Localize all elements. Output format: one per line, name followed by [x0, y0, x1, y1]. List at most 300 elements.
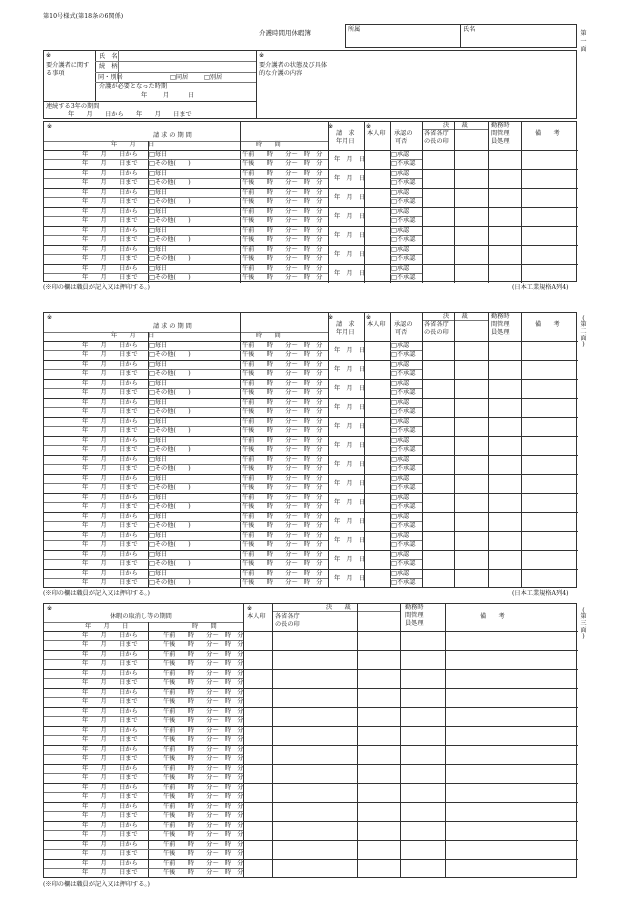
cancel-time-header: 時 間 — [192, 623, 217, 630]
every-day-checkbox[interactable]: □ 毎日 — [149, 552, 167, 558]
every-day-checkbox[interactable]: □ 毎日 — [149, 266, 167, 272]
am-time[interactable]: 午前 時 分〜 時 分 — [163, 632, 244, 639]
footer-note: (※印の欄は職員が記入又は押印する。) — [43, 881, 150, 888]
pm-time[interactable]: 午後 時 分〜 時 分 — [242, 408, 323, 415]
pm-time[interactable]: 午後 時 分〜 時 分 — [242, 274, 323, 281]
approve-checkbox[interactable]: □ 承認 — [391, 533, 409, 539]
every-day-checkbox[interactable]: □ 毎日 — [149, 457, 167, 463]
until-date[interactable]: 年 月 日まで — [82, 869, 138, 876]
table-row — [44, 726, 578, 745]
request-date[interactable]: 年 月 日 — [334, 480, 365, 487]
from-date[interactable]: 年 月 日から — [82, 208, 138, 215]
am-time[interactable]: 午前 時 分〜 時 分 — [242, 475, 323, 482]
until-date[interactable]: 年 月 日まで — [82, 641, 138, 648]
pm-time[interactable]: 午後 時 分〜 時 分 — [163, 698, 244, 705]
until-date[interactable]: 年 月 日まで — [82, 217, 138, 224]
request-date[interactable]: 年 月 日 — [334, 232, 365, 239]
from-date[interactable]: 年 月 日から — [82, 456, 138, 463]
until-date[interactable]: 年 月 日まで — [82, 679, 138, 686]
separate-checkbox[interactable]: □ 別居 — [204, 75, 222, 81]
cancel-period-header: 休暇の取消し等の期間 — [110, 613, 172, 620]
approve-checkbox[interactable]: □ 承認 — [391, 552, 409, 558]
from-date[interactable]: 年 月 日から — [82, 170, 138, 177]
until-date[interactable]: 年 月 日まで — [82, 736, 138, 743]
pm-time[interactable]: 午後 時 分〜 時 分 — [242, 541, 323, 548]
from-date[interactable]: 年 月 日から — [82, 727, 138, 734]
disapprove-checkbox[interactable]: □ 不承認 — [391, 447, 415, 453]
am-time[interactable]: 午前 時 分〜 時 分 — [242, 208, 323, 215]
pm-time[interactable]: 午後 時 分〜 時 分 — [163, 812, 244, 819]
approve-checkbox[interactable]: □ 承認 — [391, 343, 409, 349]
every-day-checkbox[interactable]: □ 毎日 — [149, 400, 167, 406]
from-date[interactable]: 年 月 日から — [82, 475, 138, 482]
from-date[interactable]: 年 月 日から — [82, 632, 138, 639]
request-date[interactable]: 年 月 日 — [334, 251, 365, 258]
other-checkbox[interactable]: □ その他( ) — [149, 447, 191, 453]
other-checkbox[interactable]: □ その他( ) — [149, 542, 191, 548]
am-time[interactable]: 午前 時 分〜 時 分 — [242, 513, 323, 520]
disapprove-checkbox[interactable]: □ 不承認 — [391, 218, 415, 224]
until-date[interactable]: 年 月 日まで — [82, 179, 138, 186]
every-day-checkbox[interactable]: □ 毎日 — [149, 438, 167, 444]
am-time[interactable]: 午前 時 分〜 時 分 — [242, 246, 323, 253]
asterisk-mark: ※ — [259, 52, 265, 59]
pm-time[interactable]: 午後 時 分〜 時 分 — [242, 503, 323, 510]
every-day-checkbox[interactable]: □ 毎日 — [149, 514, 167, 520]
am-time[interactable]: 午前 時 分〜 時 分 — [242, 494, 323, 501]
from-date[interactable]: 年 月 日から — [82, 494, 138, 501]
request-date[interactable]: 年 月 日 — [334, 442, 365, 449]
chief-seal-header-2: の長の印 — [424, 138, 449, 145]
request-table-page2 — [43, 312, 577, 588]
pm-time[interactable]: 午後 時 分〜 時 分 — [242, 217, 323, 224]
disapprove-checkbox[interactable]: □ 不承認 — [391, 161, 415, 167]
footer-note: (※印の欄は職員が記入又は押印する。) — [43, 284, 150, 291]
asterisk-mark: ※ — [47, 605, 53, 612]
until-date[interactable]: 年 月 日まで — [82, 541, 138, 548]
hours-manager-header-3: 員処理 — [491, 138, 510, 145]
asterisk-mark: ※ — [47, 314, 53, 321]
approve-checkbox[interactable]: □ 承認 — [391, 457, 409, 463]
approve-checkbox[interactable]: □ 承認 — [391, 190, 409, 196]
disapprove-checkbox[interactable]: □ 不承認 — [391, 352, 415, 358]
every-day-checkbox[interactable]: □ 毎日 — [149, 343, 167, 349]
from-date[interactable]: 年 月 日から — [82, 246, 138, 253]
table-row — [44, 745, 578, 764]
request-date[interactable]: 年 月 日 — [334, 518, 365, 525]
hours-manager-header-2: 間管理 — [491, 130, 510, 137]
pm-time[interactable]: 午後 時 分〜 時 分 — [242, 522, 323, 529]
every-day-checkbox[interactable]: □ 毎日 — [149, 381, 167, 387]
disapprove-checkbox[interactable]: □ 不承認 — [391, 371, 415, 377]
request-date[interactable]: 年 月 日 — [334, 156, 365, 163]
every-day-checkbox[interactable]: □ 毎日 — [149, 495, 167, 501]
request-date-header: 請 求 — [336, 321, 355, 328]
other-checkbox[interactable]: □ その他( ) — [149, 218, 191, 224]
care-target-label: 要介護者に関する事項 — [46, 62, 90, 77]
other-checkbox[interactable]: □ その他( ) — [149, 561, 191, 567]
until-date[interactable]: 年 月 日まで — [82, 755, 138, 762]
pm-time[interactable]: 午後 時 分〜 時 分 — [163, 869, 244, 876]
until-date[interactable]: 年 月 日まで — [82, 160, 138, 167]
from-date[interactable]: 年 月 日から — [82, 689, 138, 696]
request-date[interactable]: 年 月 日 — [334, 499, 365, 506]
table-row — [44, 207, 578, 226]
am-time[interactable]: 午前 時 分〜 時 分 — [242, 227, 323, 234]
every-day-checkbox[interactable]: □ 毎日 — [149, 171, 167, 177]
until-date[interactable]: 年 月 日まで — [82, 370, 138, 377]
table-row — [44, 688, 578, 707]
other-checkbox[interactable]: □ その他( ) — [149, 466, 191, 472]
pm-time[interactable]: 午後 時 分〜 時 分 — [163, 831, 244, 838]
time-header: 時 間 — [256, 141, 281, 148]
cancel-seal-header: 本人印 — [247, 613, 266, 620]
pm-time[interactable]: 午後 時 分〜 時 分 — [242, 579, 323, 586]
until-date[interactable]: 年 月 日まで — [82, 408, 138, 415]
disapprove-checkbox[interactable]: □ 不承認 — [391, 428, 415, 434]
disapprove-checkbox[interactable]: □ 不承認 — [391, 256, 415, 262]
other-checkbox[interactable]: □ その他( ) — [149, 504, 191, 510]
approve-checkbox[interactable]: □ 承認 — [391, 228, 409, 234]
other-checkbox[interactable]: □ その他( ) — [149, 275, 191, 281]
other-checkbox[interactable]: □ その他( ) — [149, 180, 191, 186]
until-date[interactable]: 年 月 日まで — [82, 698, 138, 705]
date-header: 年 月 日 — [111, 141, 155, 148]
request-date[interactable]: 年 月 日 — [334, 175, 365, 182]
from-date[interactable]: 年 月 日から — [82, 380, 138, 387]
request-date[interactable]: 年 月 日 — [334, 423, 365, 430]
remarks-header: 備 考 — [535, 321, 560, 328]
am-time[interactable]: 午前 時 分〜 時 分 — [242, 265, 323, 272]
am-time[interactable]: 午前 時 分〜 時 分 — [163, 689, 244, 696]
am-time[interactable]: 午前 時 分〜 時 分 — [242, 380, 323, 387]
until-date[interactable]: 年 月 日まで — [82, 255, 138, 262]
am-time[interactable]: 午前 時 分〜 時 分 — [163, 670, 244, 677]
disapprove-checkbox[interactable]: □ 不承認 — [391, 199, 415, 205]
pm-time[interactable]: 午後 時 分〜 時 分 — [242, 560, 323, 567]
disapprove-checkbox[interactable]: □ 不承認 — [391, 580, 415, 586]
until-date[interactable]: 年 月 日まで — [82, 427, 138, 434]
request-date[interactable]: 年 月 日 — [334, 366, 365, 373]
request-date[interactable]: 年 月 日 — [334, 461, 365, 468]
month-label: 月 — [163, 92, 170, 99]
from-date[interactable]: 年 月 日から — [82, 860, 138, 867]
until-date[interactable]: 年 月 日まで — [82, 446, 138, 453]
every-day-checkbox[interactable]: □ 毎日 — [149, 190, 167, 196]
from-date[interactable]: 年 月 日から — [82, 746, 138, 753]
from-date[interactable]: 年 月 日から — [82, 551, 138, 558]
until-date[interactable]: 年 月 日まで — [82, 274, 138, 281]
am-time[interactable]: 午前 時 分〜 時 分 — [163, 708, 244, 715]
pm-time[interactable]: 午後 時 分〜 時 分 — [242, 198, 323, 205]
approve-checkbox[interactable]: □ 承認 — [391, 419, 409, 425]
am-time[interactable]: 午前 時 分〜 時 分 — [163, 860, 244, 867]
cancel-hours-manager-header-3: 員処理 — [405, 620, 424, 627]
from-date[interactable]: 年 月 日から — [82, 784, 138, 791]
request-date[interactable]: 年 月 日 — [334, 270, 365, 277]
from-date[interactable]: 年 月 日から — [82, 765, 138, 772]
disapprove-checkbox[interactable]: □ 不承認 — [391, 466, 415, 472]
until-date[interactable]: 年 月 日まで — [82, 560, 138, 567]
disapprove-checkbox[interactable]: □ 不承認 — [391, 504, 415, 510]
care-status-label: 要介護者の状態及び具体的な介護の内容 — [259, 62, 328, 77]
approve-checkbox[interactable]: □ 承認 — [391, 476, 409, 482]
hours-manager-header: 勤務時 — [491, 122, 510, 129]
request-date[interactable]: 年 月 日 — [334, 556, 365, 563]
remarks-header: 備 考 — [535, 130, 560, 137]
pm-time[interactable]: 午後 時 分〜 時 分 — [163, 850, 244, 857]
every-day-checkbox[interactable]: □ 毎日 — [149, 571, 167, 577]
from-date[interactable]: 年 月 日から — [82, 189, 138, 196]
pm-time[interactable]: 午後 時 分〜 時 分 — [242, 351, 323, 358]
day-label: 日 — [188, 92, 195, 99]
request-date[interactable]: 年 月 日 — [334, 385, 365, 392]
pm-time[interactable]: 午後 時 分〜 時 分 — [242, 427, 323, 434]
pm-time[interactable]: 午後 時 分〜 時 分 — [242, 160, 323, 167]
pm-time[interactable]: 午後 時 分〜 時 分 — [163, 717, 244, 724]
from-date[interactable]: 年 月 日から — [82, 513, 138, 520]
hours-manager-header-3: 員処理 — [491, 329, 510, 336]
disapprove-checkbox[interactable]: □ 不承認 — [391, 409, 415, 415]
asterisk-mark: ※ — [328, 314, 334, 321]
request-table-page1 — [43, 121, 577, 282]
request-date[interactable]: 年 月 日 — [334, 213, 365, 220]
table-row — [44, 669, 578, 688]
from-date[interactable]: 年 月 日から — [82, 342, 138, 349]
other-checkbox[interactable]: □ その他( ) — [149, 428, 191, 434]
every-day-checkbox[interactable]: □ 毎日 — [149, 247, 167, 253]
disapprove-checkbox[interactable]: □ 不承認 — [391, 485, 415, 491]
am-time[interactable]: 午前 時 分〜 時 分 — [163, 841, 244, 848]
care-name-label: 氏 名 — [99, 53, 118, 60]
request-date-header-2: 年月日 — [336, 329, 355, 336]
year-label: 年 — [141, 92, 148, 99]
am-time[interactable]: 午前 時 分〜 時 分 — [242, 151, 323, 158]
other-checkbox[interactable]: □ その他( ) — [149, 161, 191, 167]
table-row — [44, 341, 578, 360]
asterisk-mark: ※ — [366, 123, 372, 130]
pm-time[interactable]: 午後 時 分〜 時 分 — [242, 484, 323, 491]
table-row — [44, 531, 578, 550]
other-checkbox[interactable]: □ その他( ) — [149, 485, 191, 491]
am-time[interactable]: 午前 時 分〜 時 分 — [163, 822, 244, 829]
other-checkbox[interactable]: □ その他( ) — [149, 256, 191, 262]
table-row — [44, 550, 578, 569]
approval-header: 承認の — [394, 130, 413, 137]
until-date[interactable]: 年 月 日まで — [82, 774, 138, 781]
until-date[interactable]: 年 月 日まで — [82, 812, 138, 819]
pm-time[interactable]: 午後 時 分〜 時 分 — [242, 446, 323, 453]
approve-checkbox[interactable]: □ 承認 — [391, 381, 409, 387]
cohabit-checkbox[interactable]: □ 同居 — [170, 75, 188, 81]
approve-checkbox[interactable]: □ 承認 — [391, 171, 409, 177]
pm-time[interactable]: 午後 時 分〜 時 分 — [242, 255, 323, 262]
until-date[interactable]: 年 月 日まで — [82, 484, 138, 491]
period-text: 年 月 日から 年 月 日まで — [68, 111, 192, 118]
am-time[interactable]: 午前 時 分〜 時 分 — [242, 361, 323, 368]
affiliation-label[interactable]: 所属 — [348, 26, 361, 33]
other-checkbox[interactable]: □ その他( ) — [149, 237, 191, 243]
disapprove-checkbox[interactable]: □ 不承認 — [391, 390, 415, 396]
from-date[interactable]: 年 月 日から — [82, 708, 138, 715]
am-time[interactable]: 午前 時 分〜 時 分 — [242, 456, 323, 463]
am-time[interactable]: 午前 時 分〜 時 分 — [242, 551, 323, 558]
other-checkbox[interactable]: □ その他( ) — [149, 409, 191, 415]
approve-checkbox[interactable]: □ 承認 — [391, 209, 409, 215]
time-header: 時 間 — [256, 332, 281, 339]
every-day-checkbox[interactable]: □ 毎日 — [149, 362, 167, 368]
approve-checkbox[interactable]: □ 承認 — [391, 247, 409, 253]
from-date[interactable]: 年 月 日から — [82, 418, 138, 425]
other-checkbox[interactable]: □ その他( ) — [149, 352, 191, 358]
am-time[interactable]: 午前 時 分〜 時 分 — [242, 170, 323, 177]
until-date[interactable]: 年 月 日まで — [82, 198, 138, 205]
from-date[interactable]: 年 月 日から — [82, 841, 138, 848]
other-checkbox[interactable]: □ その他( ) — [149, 580, 191, 586]
disapprove-checkbox[interactable]: □ 不承認 — [391, 275, 415, 281]
approve-checkbox[interactable]: □ 承認 — [391, 514, 409, 520]
cancel-hours-manager-header: 勤務時 — [405, 604, 424, 611]
am-time[interactable]: 午前 時 分〜 時 分 — [163, 651, 244, 658]
request-date[interactable]: 年 月 日 — [334, 194, 365, 201]
am-time[interactable]: 午前 時 分〜 時 分 — [242, 437, 323, 444]
every-day-checkbox[interactable]: □ 毎日 — [149, 533, 167, 539]
table-row — [44, 455, 578, 474]
request-date[interactable]: 年 月 日 — [334, 575, 365, 582]
asterisk-mark: ※ — [366, 314, 372, 321]
pm-time[interactable]: 午後 時 分〜 時 分 — [163, 679, 244, 686]
table-row — [44, 264, 578, 283]
from-date[interactable]: 年 月 日から — [82, 437, 138, 444]
table-row — [44, 398, 578, 417]
every-day-checkbox[interactable]: □ 毎日 — [149, 209, 167, 215]
pm-time[interactable]: 午後 時 分〜 時 分 — [242, 370, 323, 377]
request-date[interactable]: 年 月 日 — [334, 404, 365, 411]
am-time[interactable]: 午前 時 分〜 時 分 — [163, 727, 244, 734]
from-date[interactable]: 年 月 日から — [82, 399, 138, 406]
chief-seal-header: 各省各庁 — [424, 130, 449, 137]
until-date[interactable]: 年 月 日まで — [82, 793, 138, 800]
every-day-checkbox[interactable]: □ 毎日 — [149, 152, 167, 158]
from-date[interactable]: 年 月 日から — [82, 265, 138, 272]
request-date-header-2: 年月日 — [336, 138, 355, 145]
name-label[interactable]: 氏名 — [463, 26, 476, 33]
request-date[interactable]: 年 月 日 — [334, 347, 365, 354]
asterisk-mark: ※ — [47, 123, 53, 130]
until-date[interactable]: 年 月 日まで — [82, 660, 138, 667]
from-date[interactable]: 年 月 日から — [82, 227, 138, 234]
am-time[interactable]: 午前 時 分〜 時 分 — [163, 784, 244, 791]
date-header: 年 月 日 — [111, 332, 155, 339]
disapprove-checkbox[interactable]: □ 不承認 — [391, 180, 415, 186]
table-row — [44, 226, 578, 245]
hours-manager-header: 勤務時 — [491, 313, 510, 320]
every-day-checkbox[interactable]: □ 毎日 — [149, 228, 167, 234]
pm-time[interactable]: 午後 時 分〜 時 分 — [242, 389, 323, 396]
from-date[interactable]: 年 月 日から — [82, 151, 138, 158]
other-checkbox[interactable]: □ その他( ) — [149, 199, 191, 205]
from-date[interactable]: 年 月 日から — [82, 651, 138, 658]
disapprove-checkbox[interactable]: □ 不承認 — [391, 237, 415, 243]
pm-time[interactable]: 午後 時 分〜 時 分 — [163, 736, 244, 743]
pm-time[interactable]: 午後 時 分〜 時 分 — [163, 755, 244, 762]
every-day-checkbox[interactable]: □ 毎日 — [149, 419, 167, 425]
until-date[interactable]: 年 月 日まで — [82, 503, 138, 510]
pm-time[interactable]: 午後 時 分〜 時 分 — [242, 465, 323, 472]
approve-checkbox[interactable]: □ 承認 — [391, 400, 409, 406]
table-row — [44, 512, 578, 531]
from-date[interactable]: 年 月 日から — [82, 361, 138, 368]
pm-time[interactable]: 午後 時 分〜 時 分 — [163, 660, 244, 667]
table-row — [44, 859, 578, 878]
am-time[interactable]: 午前 時 分〜 時 分 — [242, 570, 323, 577]
until-date[interactable]: 年 月 日まで — [82, 465, 138, 472]
am-time[interactable]: 午前 時 分〜 時 分 — [242, 399, 323, 406]
approve-checkbox[interactable]: □ 承認 — [391, 266, 409, 272]
am-time[interactable]: 午前 時 分〜 時 分 — [163, 803, 244, 810]
am-time[interactable]: 午前 時 分〜 時 分 — [163, 746, 244, 753]
table-row — [44, 707, 578, 726]
pm-time[interactable]: 午後 時 分〜 時 分 — [163, 641, 244, 648]
other-checkbox[interactable]: □ その他( ) — [149, 371, 191, 377]
pm-time[interactable]: 午後 時 分〜 時 分 — [163, 774, 244, 781]
table-row — [44, 169, 578, 188]
until-date[interactable]: 年 月 日まで — [82, 236, 138, 243]
am-time[interactable]: 午前 時 分〜 時 分 — [242, 189, 323, 196]
from-date[interactable]: 年 月 日から — [82, 532, 138, 539]
approval-header-2: 可否 — [395, 138, 408, 145]
pm-time[interactable]: 午後 時 分〜 時 分 — [242, 179, 323, 186]
approve-checkbox[interactable]: □ 承認 — [391, 571, 409, 577]
pm-time[interactable]: 午後 時 分〜 時 分 — [242, 236, 323, 243]
asterisk-mark: ※ — [46, 52, 52, 59]
from-date[interactable]: 年 月 日から — [82, 822, 138, 829]
from-date[interactable]: 年 月 日から — [82, 670, 138, 677]
every-day-checkbox[interactable]: □ 毎日 — [149, 476, 167, 482]
until-date[interactable]: 年 月 日まで — [82, 850, 138, 857]
am-time[interactable]: 午前 時 分〜 時 分 — [242, 342, 323, 349]
other-checkbox[interactable]: □ その他( ) — [149, 523, 191, 529]
table-row — [44, 650, 578, 669]
until-date[interactable]: 年 月 日まで — [82, 717, 138, 724]
until-date[interactable]: 年 月 日まで — [82, 831, 138, 838]
approve-checkbox[interactable]: □ 承認 — [391, 438, 409, 444]
footer-note: (※印の欄は職員が記入又は押印する。) — [43, 590, 150, 597]
until-date[interactable]: 年 月 日まで — [82, 522, 138, 529]
from-date[interactable]: 年 月 日から — [82, 803, 138, 810]
disapprove-checkbox[interactable]: □ 不承認 — [391, 523, 415, 529]
am-time[interactable]: 午前 時 分〜 時 分 — [242, 532, 323, 539]
until-date[interactable]: 年 月 日まで — [82, 351, 138, 358]
approve-checkbox[interactable]: □ 承認 — [391, 152, 409, 158]
disapprove-checkbox[interactable]: □ 不承認 — [391, 542, 415, 548]
disapprove-checkbox[interactable]: □ 不承認 — [391, 561, 415, 567]
table-row — [44, 802, 578, 821]
from-date[interactable]: 年 月 日から — [82, 570, 138, 577]
am-time[interactable]: 午前 時 分〜 時 分 — [242, 418, 323, 425]
table-row — [44, 493, 578, 512]
approve-checkbox[interactable]: □ 承認 — [391, 495, 409, 501]
until-date[interactable]: 年 月 日まで — [82, 389, 138, 396]
until-date[interactable]: 年 月 日まで — [82, 579, 138, 586]
other-checkbox[interactable]: □ その他( ) — [149, 390, 191, 396]
request-date[interactable]: 年 月 日 — [334, 537, 365, 544]
am-time[interactable]: 午前 時 分〜 時 分 — [163, 765, 244, 772]
approve-checkbox[interactable]: □ 承認 — [391, 362, 409, 368]
table-row — [44, 840, 578, 859]
table-row — [44, 150, 578, 169]
pm-time[interactable]: 午後 時 分〜 時 分 — [163, 793, 244, 800]
